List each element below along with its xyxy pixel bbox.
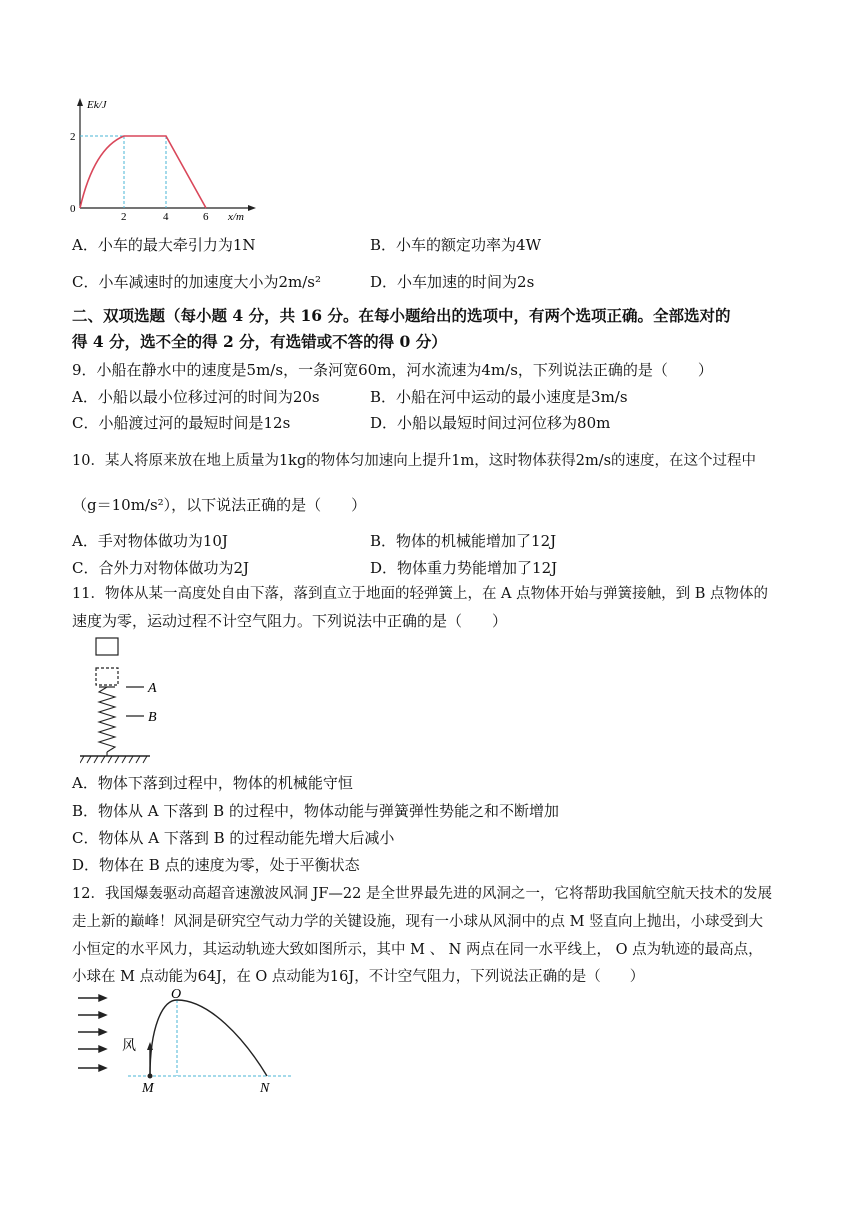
q10-option-a: A．手对物体做功为10J bbox=[72, 532, 228, 550]
q12-stem-line3: 小恒定的水平风力，其运动轨迹大致如图所示，其中 M 、 N 两点在同一水平线上， O 点为轨迹的最高点， bbox=[72, 942, 763, 958]
y-tick-0: 0 bbox=[70, 203, 76, 215]
ek-x-graph bbox=[60, 96, 260, 226]
q10-option-c: C．合外力对物体做功为2J bbox=[72, 559, 250, 577]
spring-diagram bbox=[80, 634, 200, 766]
point-o-label: O bbox=[171, 988, 182, 1002]
q8-option-a: A．小车的最大牵引力为1N bbox=[72, 236, 256, 254]
wind-tunnel-diagram bbox=[74, 988, 304, 1094]
point-a-label: A bbox=[148, 681, 157, 696]
q9-option-d: D．小船以最短时间过河位移为80m bbox=[370, 414, 611, 432]
point-n-label: N bbox=[260, 1081, 270, 1094]
section-heading-line1: 二、双项选题（每小题 4 分，共 16 分。在每小题给出的选项中，有两个选项正确。全部选对的 bbox=[72, 306, 731, 325]
x-tick-2: 2 bbox=[121, 211, 127, 223]
q10-stem-line2: （g＝10m/s²），以下说法正确的是（ ） bbox=[72, 496, 367, 514]
q9-stem: 9．小船在静水中的速度是5m/s，一条河宽60m，河水流速为4m/s，下列说法正确的是（ ） bbox=[72, 361, 713, 379]
point-b-label: B bbox=[148, 710, 157, 725]
y-axis-label: Ek/J bbox=[87, 99, 107, 111]
q12-stem-line2: 走上新的巅峰！风洞是研究空气动力学的关键设施，现有一小球从风洞中的点 M 竖直向上抛出，小球受到大 bbox=[72, 914, 764, 930]
q9-option-b: B．小船在河中运动的最小速度是3m/s bbox=[370, 388, 628, 406]
x-axis-label: x/m bbox=[228, 211, 244, 223]
q8-option-c: C．小车减速时的加速度大小为2m/s² bbox=[72, 273, 322, 291]
q11-option-b: B．物体从 A 下落到 B 的过程中，物体动能与弹簧弹性势能之和不断增加 bbox=[72, 802, 559, 820]
point-m-label: M bbox=[142, 1081, 154, 1094]
x-tick-4: 4 bbox=[163, 211, 169, 223]
q11-stem-line1: 11．物体从某一高度处自由下落，落到直立于地面的轻弹簧上，在 A 点物体开始与弹簧接触，到 B 点物体的 bbox=[72, 586, 769, 602]
q11-stem-line2: 速度为零，运动过程不计空气阻力。下列说法中正确的是（ ） bbox=[72, 612, 508, 630]
q9-option-c: C．小船渡过河的最短时间是12s bbox=[72, 414, 291, 432]
q12-stem-line4: 小球在 M 点动能为64J，在 O 点动能为16J，不计空气阻力，下列说法正确的是（ ） bbox=[72, 969, 645, 985]
y-tick-2: 2 bbox=[70, 131, 76, 143]
q10-option-b: B．物体的机械能增加了12J bbox=[370, 532, 557, 550]
q8-option-b: B．小车的额定功率为4W bbox=[370, 236, 541, 254]
wind-label: 风 bbox=[122, 1039, 136, 1054]
q11-option-a: A．物体下落到过程中，物体的机械能守恒 bbox=[72, 774, 353, 792]
section-heading-line2: 得 4 分，选不全的得 2 分，有选错或不答的得 0 分） bbox=[72, 332, 447, 351]
x-tick-6: 6 bbox=[203, 211, 209, 223]
q10-stem-line1: 10．某人将原来放在地上质量为1kg的物体匀加速向上提升1m，这时物体获得2m/s的速度，在这个过程中 bbox=[72, 453, 757, 469]
q12-stem-line1: 12．我国爆轰驱动高超音速激波风洞 JF—22 是全世界最先进的风洞之一，它将帮助我国航空航天技术的发展 bbox=[72, 886, 772, 902]
q10-option-d: D．物体重力势能增加了12J bbox=[370, 559, 558, 577]
q11-option-c: C．物体从 A 下落到 B 的过程动能先增大后减小 bbox=[72, 829, 395, 847]
q9-option-a: A．小船以最小位移过河的时间为20s bbox=[72, 388, 320, 406]
q8-option-d: D．小车加速的时间为2s bbox=[370, 273, 535, 291]
q11-option-d: D．物体在 B 点的速度为零，处于平衡状态 bbox=[72, 856, 360, 874]
